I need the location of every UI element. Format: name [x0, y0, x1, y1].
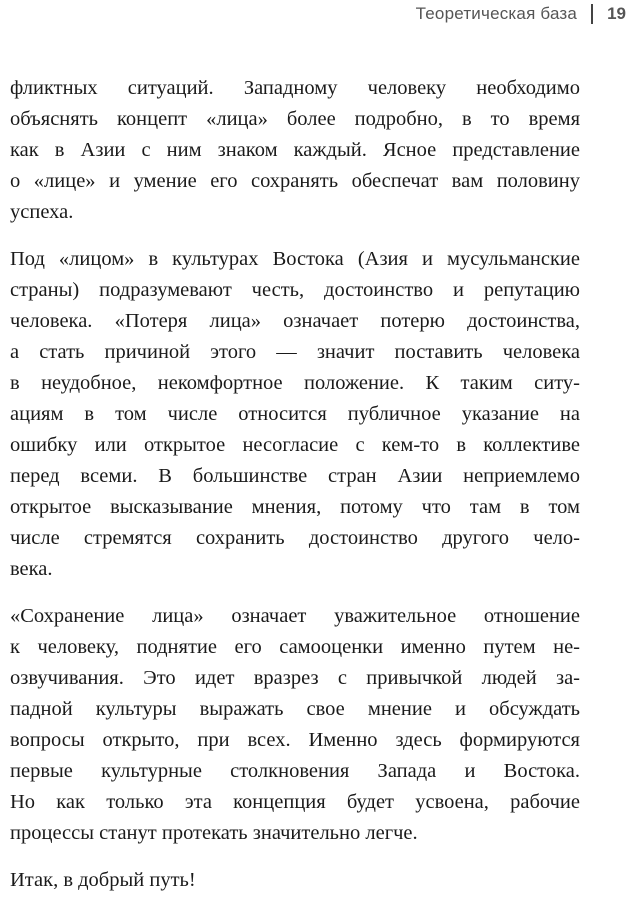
text-line: озвучивания. Это идет вразрез с привычкой людей за-: [10, 667, 580, 689]
text-line: фликтных ситуаций. Западному человеку необходимо: [10, 77, 580, 99]
text-line: успеха.: [10, 201, 74, 223]
text-line: перед всеми. В большинстве стран Азии неприемлемо: [10, 465, 580, 487]
text-line: Под «лицом» в культурах Востока (Азия и мусульманские: [10, 248, 580, 270]
text-line: вопросы открыто, при всех. Именно здесь формируются: [10, 729, 580, 751]
text-line: а стать причиной этого — значит поставить человека: [10, 341, 580, 363]
text-line: процессы станут протекать значительно легче.: [10, 822, 418, 844]
text-line: о «лице» и умение его сохранять обеспечат вам половину: [10, 170, 580, 192]
header-divider: [591, 4, 593, 24]
text-line: в неудобное, некомфортное положение. К таким ситу-: [10, 372, 580, 394]
text-line: к человеку, поднятие его самооценки именно путем не-: [10, 636, 580, 658]
text-line: «Сохранение лица» означает уважительное отношение: [10, 605, 580, 627]
text-line: объяснять концепт «лица» более подробно, в то время: [10, 108, 580, 130]
text-line: падной культуры выражать свое мнение и обсуждать: [10, 698, 580, 720]
body-text: [10, 73, 580, 912]
text-line: страны) подразумевают честь, достоинство и репутацию: [10, 279, 580, 301]
running-header: [416, 2, 628, 26]
section-title: Теоретическая база: [415, 4, 578, 23]
text-line: Итак, в добрый путь!: [10, 869, 196, 891]
text-line: первые культурные столкновения Запада и Востока.: [10, 760, 580, 782]
text-line: Но как только эта концепция будет усвоена, рабочие: [10, 791, 580, 813]
paragraph-1: [10, 73, 580, 228]
text-line: как в Азии с ним знаком каждый. Ясное представление: [10, 139, 580, 161]
text-line: открытое высказывание мнения, потому что там в том: [10, 496, 580, 518]
text-line: ациям в том числе относится публичное указание на: [10, 403, 580, 425]
paragraph-2: [10, 244, 580, 585]
text-line: человека. «Потеря лица» означает потерю достоинства,: [10, 310, 580, 332]
text-line: ошибку или открытое несогласие с кем-то в коллективе: [10, 434, 580, 456]
paragraph-4: [10, 865, 580, 896]
text-line: века.: [10, 558, 53, 580]
page-number: 19: [607, 4, 626, 23]
text-line: числе стремятся сохранить достоинство другого чело-: [10, 527, 580, 549]
paragraph-3: [10, 601, 580, 849]
